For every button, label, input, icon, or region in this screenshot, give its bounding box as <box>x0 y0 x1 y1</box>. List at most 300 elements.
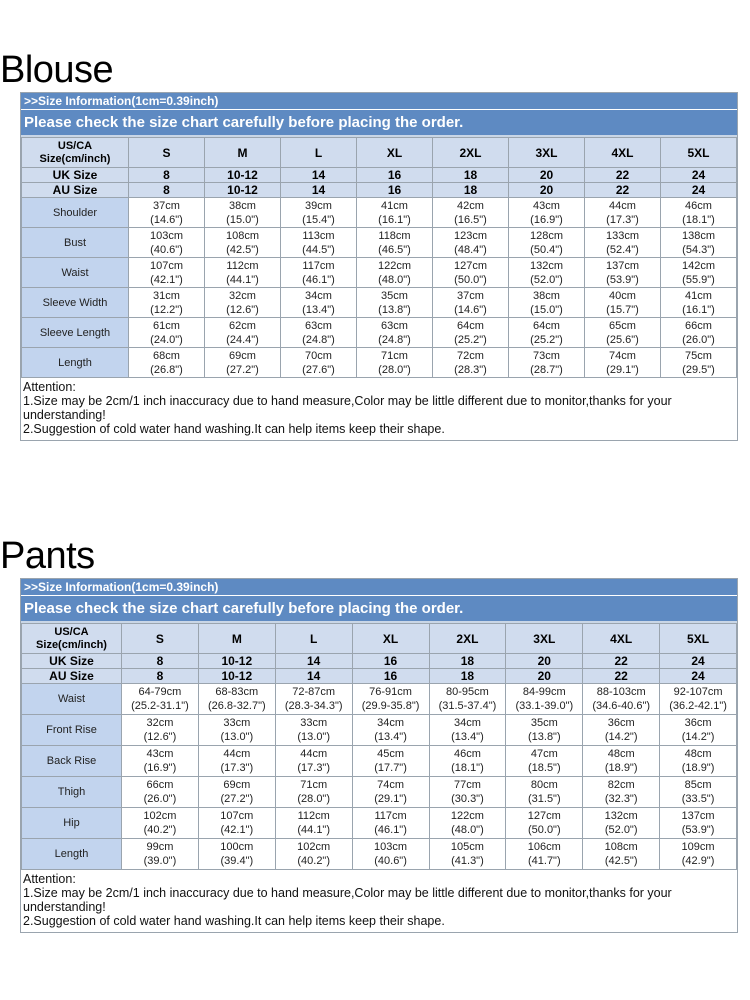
note-line: Attention: <box>23 380 76 394</box>
cm-value: 46cm <box>685 199 712 212</box>
cm-value: 46cm <box>453 748 481 760</box>
inch-value: (42.1") <box>220 824 254 836</box>
inch-value: (26.8-32.7") <box>207 700 266 712</box>
inch-value: (14.6") <box>150 213 183 226</box>
cm-value: 92-107cm <box>673 686 723 698</box>
cm-value: 85cm <box>684 779 712 791</box>
cm-value: 44cm <box>300 748 328 760</box>
header-label-line: US/CA <box>57 139 93 152</box>
inch-value: (50.0") <box>454 273 487 286</box>
measurement-cell <box>352 684 429 715</box>
inch-value: (46.5") <box>378 243 411 256</box>
inch-value: (17.7") <box>374 762 407 774</box>
size-group-value: 24 <box>660 669 737 684</box>
measurement-label: Waist <box>22 258 129 288</box>
inch-value: (42.5") <box>226 243 259 256</box>
size-group-value: 14 <box>281 168 357 183</box>
inch-value: (24.8") <box>378 333 411 346</box>
measurement-cell <box>585 348 661 378</box>
inch-value: (14.6") <box>454 303 487 316</box>
cm-value: 36cm <box>607 717 635 729</box>
header-label-line: US/CA <box>54 625 89 638</box>
inch-value: (28.7") <box>530 363 563 376</box>
measurement-cell <box>122 777 199 808</box>
cm-value: 63cm <box>381 319 408 332</box>
cm-value: 107cm <box>220 810 254 822</box>
header-row <box>22 624 737 654</box>
measurement-cell <box>352 715 429 746</box>
inch-value: (41.3") <box>451 855 484 867</box>
size-info-bar: >>Size Information(1cm=0.39inch) <box>21 579 737 596</box>
size-group-row <box>22 168 737 183</box>
measurement-cell <box>583 777 660 808</box>
size-group-value: 10-12 <box>205 168 281 183</box>
inch-value: (16.1") <box>682 303 715 316</box>
size-header-cell: L <box>275 624 352 654</box>
measurement-cell <box>429 715 506 746</box>
measurement-cell <box>509 288 585 318</box>
cm-value: 142cm <box>681 259 716 272</box>
inch-value: (44.5") <box>302 243 335 256</box>
cm-value: 43cm <box>533 199 560 212</box>
cm-value: 132cm <box>604 810 638 822</box>
cm-value: 137cm <box>605 259 640 272</box>
measurement-cell <box>509 228 585 258</box>
cm-value: 34cm <box>453 717 481 729</box>
cm-value: 74cm <box>609 349 636 362</box>
measurement-cell <box>198 684 275 715</box>
measurement-label: Length <box>22 839 122 870</box>
cm-value: 38cm <box>229 199 256 212</box>
size-group-value: 14 <box>275 654 352 669</box>
inch-value: (42.5") <box>604 855 638 867</box>
inch-value: (16.9") <box>143 762 177 774</box>
measurement-cell <box>357 348 433 378</box>
measurement-cell <box>506 777 583 808</box>
cm-value: 102cm <box>297 841 331 853</box>
inch-value: (17.3") <box>606 213 639 226</box>
inch-value: (48.0") <box>378 273 411 286</box>
measurement-cell <box>585 288 661 318</box>
inch-value: (13.0") <box>220 731 254 743</box>
measurement-cell <box>129 258 205 288</box>
cm-value: 84-99cm <box>522 686 566 698</box>
inch-value: (52.0") <box>530 273 563 286</box>
measurement-label: Sleeve Width <box>22 288 129 318</box>
cm-value: 88-103cm <box>596 686 646 698</box>
blouse-section <box>0 48 750 441</box>
measurement-cell <box>205 318 281 348</box>
size-group-label: UK Size <box>22 168 129 183</box>
cm-value: 128cm <box>529 229 564 242</box>
size-group-value: 8 <box>122 654 199 669</box>
size-chart-frame <box>20 92 738 441</box>
size-group-value: 16 <box>352 669 429 684</box>
inch-value: (16.1") <box>378 213 411 226</box>
cm-value: 45cm <box>377 748 405 760</box>
size-group-value: 18 <box>433 183 509 198</box>
inch-value: (39.4") <box>220 855 254 867</box>
cm-value: 99cm <box>146 841 174 853</box>
header-label-line: Size(cm/inch) <box>36 638 107 651</box>
cm-value: 117cm <box>302 259 335 272</box>
measurement-cell <box>352 777 429 808</box>
cm-value: 64cm <box>533 319 560 332</box>
size-info-bar: >>Size Information(1cm=0.39inch) <box>21 93 737 110</box>
attention-notes <box>21 870 737 932</box>
measurement-cell <box>506 715 583 746</box>
inch-value: (26.0") <box>143 793 177 805</box>
cm-value: 71cm <box>300 779 328 791</box>
measurement-cell <box>660 839 737 870</box>
measurement-label: Length <box>22 348 129 378</box>
inch-value: (50.4") <box>530 243 563 256</box>
size-header-cell: XL <box>352 624 429 654</box>
measurement-row <box>22 808 737 839</box>
cm-value: 64cm <box>457 319 484 332</box>
measurement-cell <box>198 715 275 746</box>
inch-value: (24.0") <box>150 333 183 346</box>
cm-value: 100cm <box>220 841 254 853</box>
measurement-cell <box>205 348 281 378</box>
cm-value: 68cm <box>153 349 180 362</box>
pants-section <box>0 534 750 933</box>
measurement-label: Back Rise <box>22 746 122 777</box>
cm-value: 74cm <box>377 779 405 791</box>
measurement-cell <box>509 258 585 288</box>
inch-value: (15.0") <box>226 213 259 226</box>
size-group-value: 22 <box>583 654 660 669</box>
cm-value: 65cm <box>609 319 636 332</box>
cm-value: 80cm <box>530 779 558 791</box>
measurement-cell <box>506 684 583 715</box>
inch-value: (28.3-34.3") <box>284 700 343 712</box>
measurement-row <box>22 228 737 258</box>
measurement-cell <box>661 258 737 288</box>
size-group-row <box>22 183 737 198</box>
measurement-cell <box>660 777 737 808</box>
measurement-cell <box>509 348 585 378</box>
measurement-cell <box>585 318 661 348</box>
measurement-row <box>22 777 737 808</box>
measurement-cell <box>205 198 281 228</box>
measurement-cell <box>660 808 737 839</box>
measurement-row <box>22 348 737 378</box>
inch-value: (50.0") <box>527 824 561 836</box>
inch-value: (30.3") <box>451 793 484 805</box>
inch-value: (25.2-31.1") <box>131 700 189 712</box>
cm-value: 33cm <box>300 717 328 729</box>
size-group-value: 18 <box>429 669 506 684</box>
inch-value: (48.0") <box>451 824 484 836</box>
inch-value: (29.1") <box>606 363 639 376</box>
cm-value: 118cm <box>378 229 411 242</box>
inch-value: (48.4") <box>454 243 487 256</box>
inch-value: (42.1") <box>150 273 183 286</box>
measurement-cell <box>357 288 433 318</box>
measurement-cell <box>352 746 429 777</box>
measurement-cell <box>509 198 585 228</box>
measurement-label: Bust <box>22 228 129 258</box>
section-title: Blouse <box>0 49 114 91</box>
size-group-label: AU Size <box>22 183 129 198</box>
inch-value: (53.9") <box>681 824 715 836</box>
inch-value: (13.4") <box>374 731 407 743</box>
inch-value: (24.4") <box>226 333 259 346</box>
section-title: Pants <box>0 535 95 577</box>
size-group-value: 20 <box>506 654 583 669</box>
measurement-cell <box>506 839 583 870</box>
measurement-row <box>22 318 737 348</box>
size-group-value: 16 <box>352 654 429 669</box>
size-group-value: 18 <box>433 168 509 183</box>
measurement-cell <box>122 746 199 777</box>
measurement-cell <box>198 839 275 870</box>
cm-value: 31cm <box>153 289 180 302</box>
measurement-cell <box>660 746 737 777</box>
cm-value: 132cm <box>529 259 564 272</box>
cm-value: 122cm <box>450 810 484 822</box>
header-label-line: Size(cm/inch) <box>39 152 111 165</box>
measurement-cell <box>129 348 205 378</box>
header-row <box>22 138 737 168</box>
cm-value: 66cm <box>146 779 174 791</box>
inch-value: (15.0") <box>530 303 563 316</box>
cm-value: 69cm <box>229 349 256 362</box>
inch-value: (33.1-39.0") <box>515 700 574 712</box>
size-group-value: 20 <box>506 669 583 684</box>
measurement-row <box>22 198 737 228</box>
measurement-label: Hip <box>22 808 122 839</box>
measurement-cell <box>281 228 357 258</box>
size-header-cell: 3XL <box>509 138 585 168</box>
cm-value: 82cm <box>607 779 635 791</box>
measurement-row <box>22 684 737 715</box>
measurement-cell <box>509 318 585 348</box>
size-header-cell: M <box>198 624 275 654</box>
measurement-cell <box>357 198 433 228</box>
size-group-value: 18 <box>429 654 506 669</box>
cm-value: 71cm <box>381 349 408 362</box>
inch-value: (16.9") <box>530 213 563 226</box>
size-header-cell: XL <box>357 138 433 168</box>
inch-value: (40.6") <box>150 243 183 256</box>
cm-value: 117cm <box>374 810 407 822</box>
inch-value: (12.6") <box>143 731 177 743</box>
size-group-row <box>22 669 737 684</box>
inch-value: (28.0") <box>378 363 411 376</box>
inch-value: (14.2") <box>681 731 715 743</box>
size-group-value: 16 <box>357 168 433 183</box>
measurement-cell <box>352 808 429 839</box>
cm-value: 70cm <box>305 349 332 362</box>
size-header-cell: S <box>129 138 205 168</box>
size-group-label: UK Size <box>22 654 122 669</box>
measurement-cell <box>660 715 737 746</box>
check-chart-bar: Please check the size chart carefully before placing the order. <box>21 110 737 137</box>
measurement-cell <box>585 258 661 288</box>
inch-value: (46.1") <box>302 273 335 286</box>
measurement-label: Waist <box>22 684 122 715</box>
size-group-value: 16 <box>357 183 433 198</box>
measurement-row <box>22 258 737 288</box>
inch-value: (13.4") <box>451 731 484 743</box>
measurement-cell <box>506 808 583 839</box>
size-group-value: 8 <box>129 183 205 198</box>
cm-value: 61cm <box>153 319 180 332</box>
cm-value: 37cm <box>153 199 180 212</box>
cm-value: 44cm <box>223 748 251 760</box>
measurement-cell <box>275 808 352 839</box>
measurement-label: Front Rise <box>22 715 122 746</box>
note-line: 2.Suggestion of cold water hand washing.It can help items keep their shape. <box>23 422 445 436</box>
cm-value: 62cm <box>229 319 256 332</box>
cm-value: 42cm <box>457 199 484 212</box>
measurement-cell <box>275 777 352 808</box>
cm-value: 41cm <box>381 199 408 212</box>
size-header-cell: 4XL <box>585 138 661 168</box>
measurement-cell <box>122 808 199 839</box>
size-group-value: 22 <box>585 168 661 183</box>
inch-value: (31.5-37.4") <box>438 700 497 712</box>
cm-value: 75cm <box>685 349 712 362</box>
size-group-row <box>22 654 737 669</box>
measurement-cell <box>661 288 737 318</box>
cm-value: 76-91cm <box>369 686 412 698</box>
measurement-cell <box>506 746 583 777</box>
measurement-cell <box>429 746 506 777</box>
measurement-cell <box>433 348 509 378</box>
size-header-cell: 3XL <box>506 624 583 654</box>
size-group-value: 14 <box>275 669 352 684</box>
inch-value: (55.9") <box>682 273 715 286</box>
measurement-cell <box>583 746 660 777</box>
cm-value: 34cm <box>377 717 405 729</box>
cm-value: 64-79cm <box>138 686 182 698</box>
size-header-cell: M <box>205 138 281 168</box>
cm-value: 66cm <box>685 319 712 332</box>
inch-value: (25.2") <box>454 333 487 346</box>
cm-value: 32cm <box>229 289 256 302</box>
inch-value: (32.3") <box>604 793 638 805</box>
note-line: 2.Suggestion of cold water hand washing.It can help items keep their shape. <box>23 914 445 928</box>
cm-value: 122cm <box>377 259 412 272</box>
measurement-cell <box>660 684 737 715</box>
size-group-value: 22 <box>585 183 661 198</box>
inch-value: (53.9") <box>606 273 639 286</box>
inch-value: (13.8") <box>378 303 411 316</box>
measurement-cell <box>429 684 506 715</box>
check-chart-bar: Please check the size chart carefully before placing the order. <box>21 596 737 623</box>
inch-value: (18.9") <box>681 762 715 774</box>
measurement-cell <box>281 198 357 228</box>
measurement-cell <box>433 318 509 348</box>
size-header-cell: L <box>281 138 357 168</box>
inch-value: (18.9") <box>604 762 638 774</box>
inch-value: (15.4") <box>302 213 335 226</box>
inch-value: (36.2-42.1") <box>669 700 727 712</box>
inch-value: (29.9-35.8") <box>361 700 420 712</box>
measurement-row <box>22 839 737 870</box>
inch-value: (13.4") <box>302 303 335 316</box>
size-group-value: 24 <box>661 168 737 183</box>
cm-value: 34cm <box>305 289 332 302</box>
size-group-value: 20 <box>509 168 585 183</box>
inch-value: (44.1") <box>297 824 330 836</box>
size-header-cell: S <box>122 624 199 654</box>
measurement-row <box>22 715 737 746</box>
size-group-value: 10-12 <box>198 654 275 669</box>
size-group-value: 22 <box>583 669 660 684</box>
cm-value: 44cm <box>609 199 636 212</box>
inch-value: (15.7") <box>606 303 639 316</box>
measurement-cell <box>583 715 660 746</box>
cm-value: 127cm <box>453 259 488 272</box>
cm-value: 106cm <box>527 841 561 853</box>
size-group-label: AU Size <box>22 669 122 684</box>
cm-value: 103cm <box>149 229 184 242</box>
inch-value: (26.8") <box>150 363 183 376</box>
inch-value: (27.6") <box>302 363 335 376</box>
inch-value: (41.7") <box>527 855 561 867</box>
measurement-row <box>22 746 737 777</box>
cm-value: 137cm <box>681 810 715 822</box>
measurement-cell <box>275 839 352 870</box>
inch-value: (29.5") <box>682 363 715 376</box>
measurement-cell <box>661 228 737 258</box>
measurement-cell <box>585 198 661 228</box>
measurement-cell <box>281 318 357 348</box>
size-group-value: 10-12 <box>198 669 275 684</box>
inch-value: (54.3") <box>682 243 715 256</box>
inch-value: (44.1") <box>226 273 259 286</box>
measurement-cell <box>583 839 660 870</box>
measurement-cell <box>122 839 199 870</box>
measurement-cell <box>198 808 275 839</box>
inch-value: (13.8") <box>527 731 561 743</box>
inch-value: (40.6") <box>374 855 407 867</box>
size-table <box>21 137 737 378</box>
size-header-cell: 2XL <box>433 138 509 168</box>
measurement-cell <box>205 228 281 258</box>
cm-value: 138cm <box>681 229 716 242</box>
inch-value: (52.0") <box>604 824 638 836</box>
cm-value: 32cm <box>146 717 174 729</box>
measurement-cell <box>198 746 275 777</box>
cm-value: 105cm <box>450 841 484 853</box>
measurement-cell <box>281 348 357 378</box>
measurement-label: Shoulder <box>22 198 129 228</box>
inch-value: (17.3") <box>297 762 330 774</box>
inch-value: (24.8") <box>302 333 335 346</box>
cm-value: 43cm <box>146 748 174 760</box>
measurement-cell <box>129 228 205 258</box>
cm-value: 108cm <box>604 841 638 853</box>
measurement-cell <box>352 839 429 870</box>
measurement-cell <box>129 318 205 348</box>
measurement-cell <box>281 258 357 288</box>
cm-value: 77cm <box>453 779 481 791</box>
cm-value: 73cm <box>533 349 560 362</box>
inch-value: (34.6-40.6") <box>592 700 651 712</box>
cm-value: 39cm <box>305 199 332 212</box>
measurement-cell <box>583 808 660 839</box>
measurement-cell <box>585 228 661 258</box>
size-group-value: 20 <box>509 183 585 198</box>
inch-value: (29.1") <box>374 793 407 805</box>
inch-value: (17.3") <box>220 762 254 774</box>
cm-value: 112cm <box>297 810 330 822</box>
